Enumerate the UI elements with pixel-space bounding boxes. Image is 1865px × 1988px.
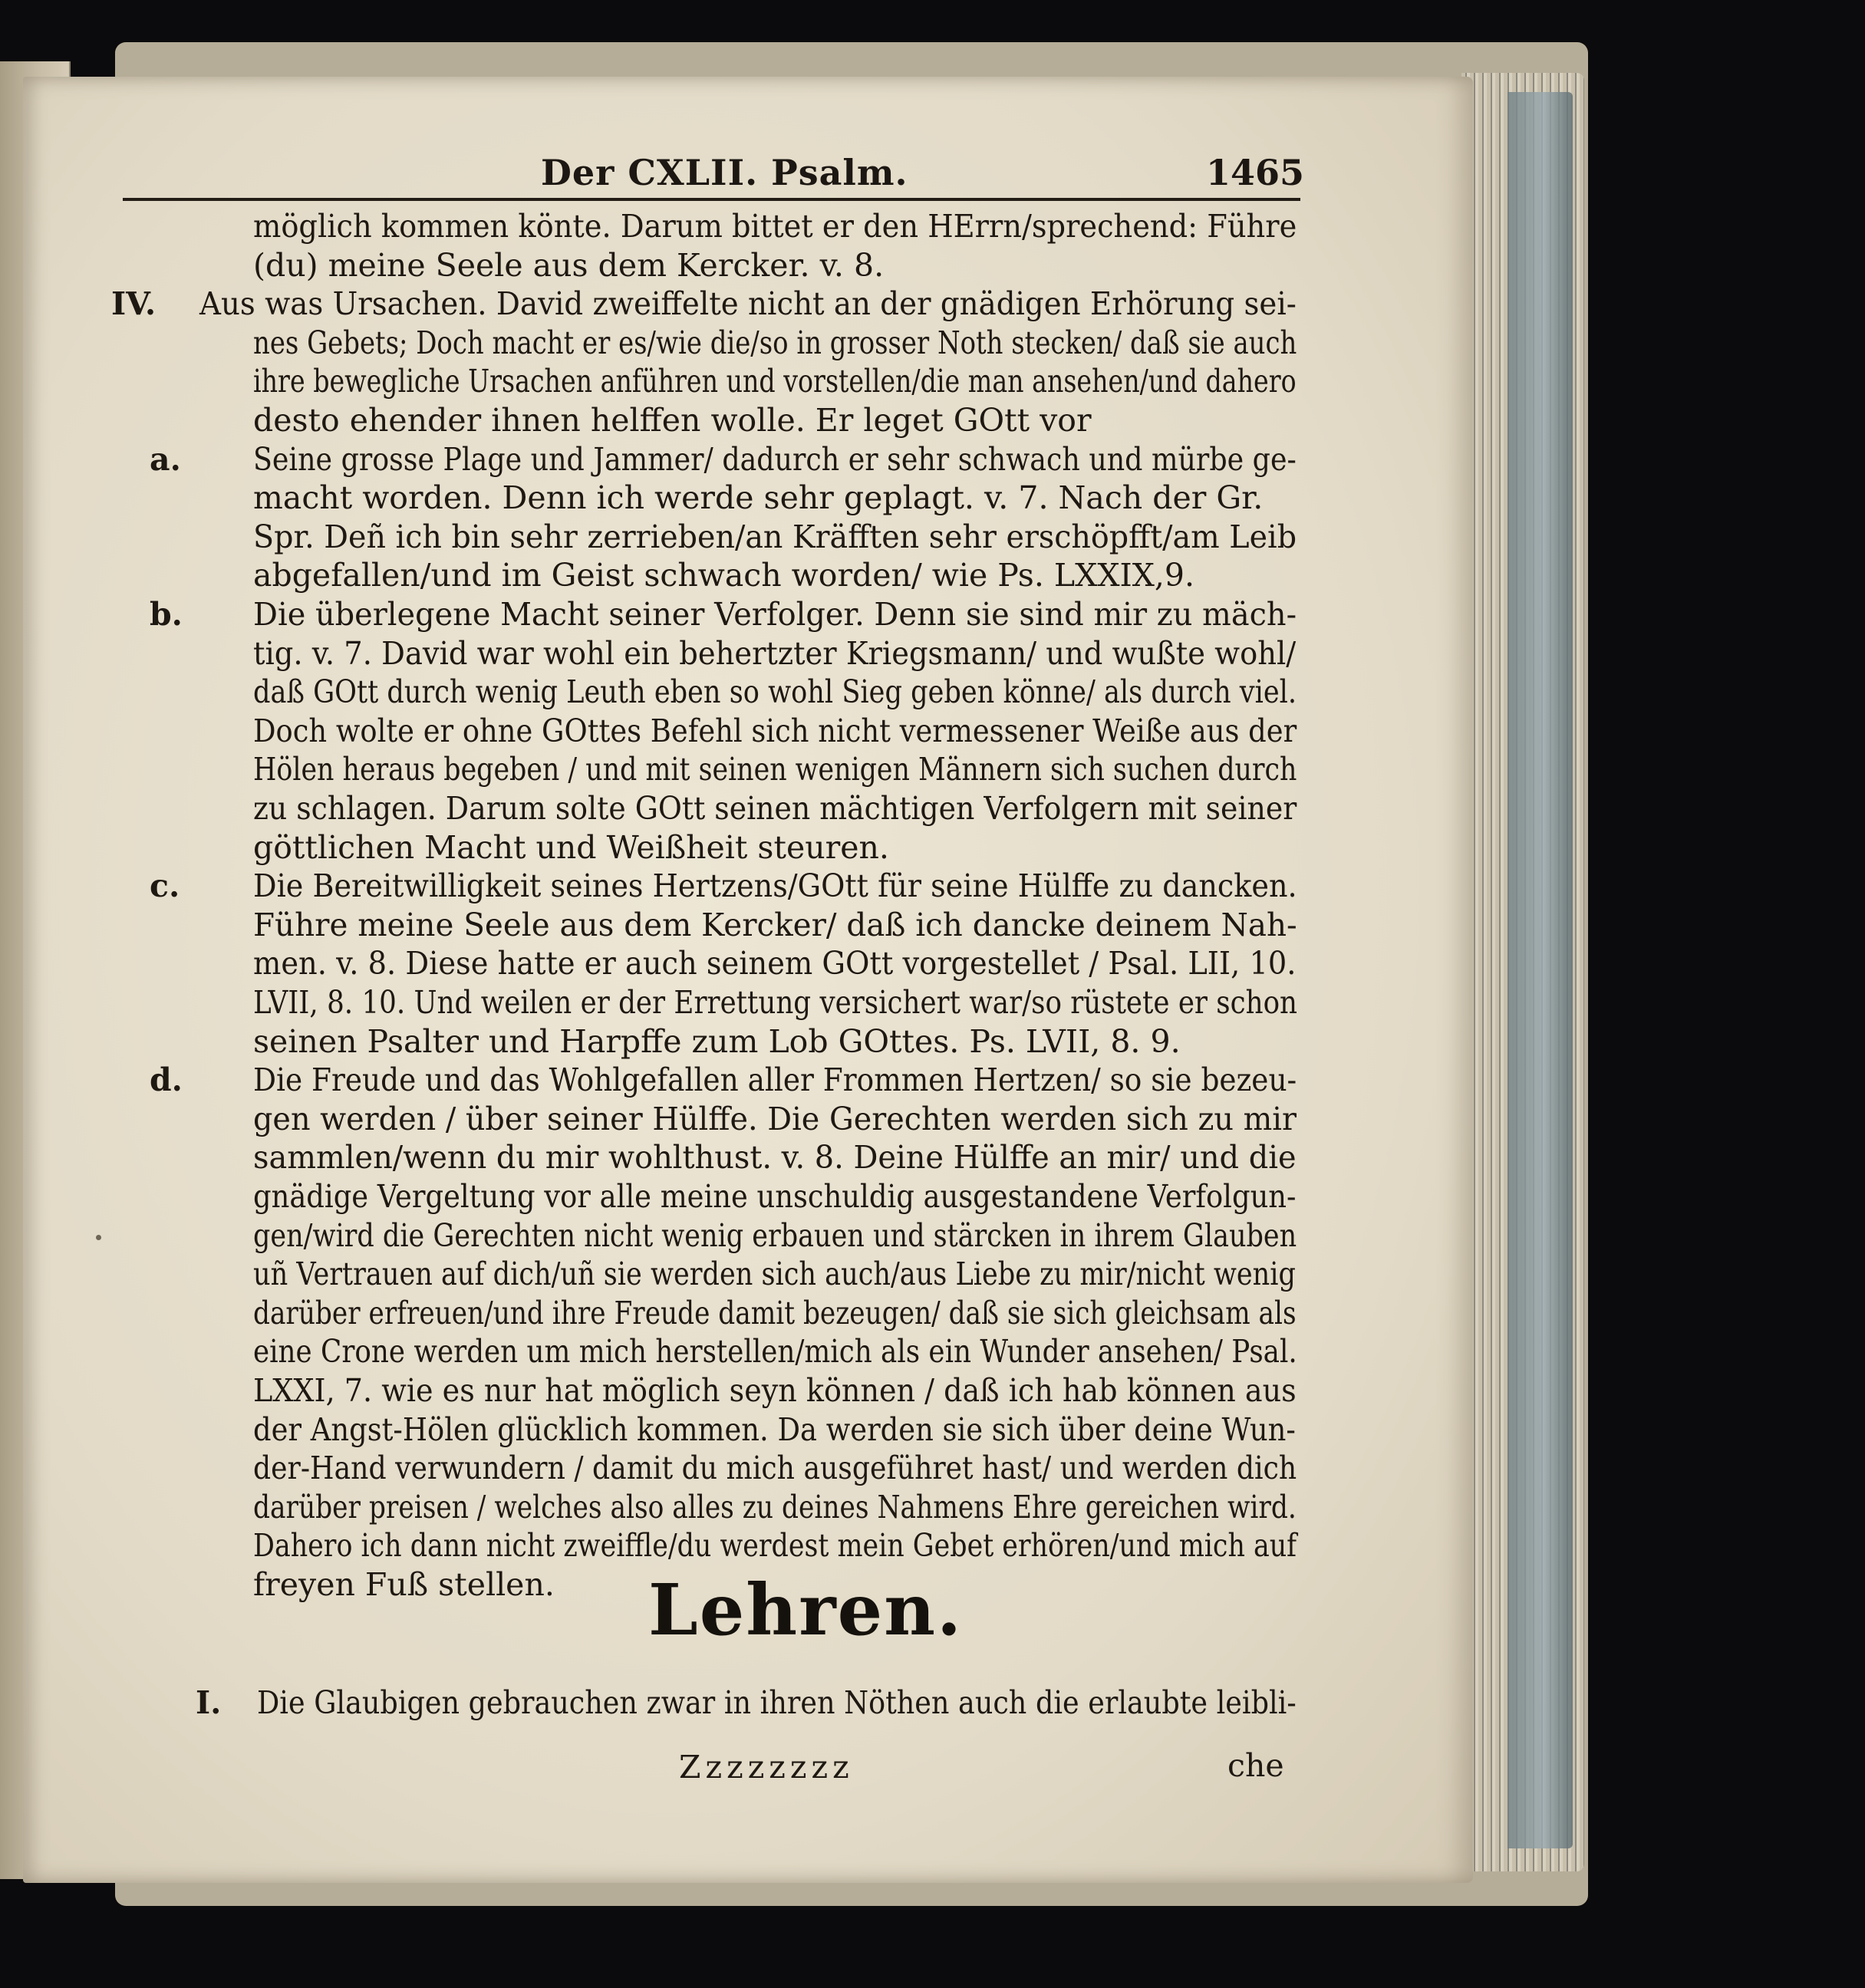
text-line: nes Gebets; Doch macht er es/wie die/so in grosser Noth stecken/ daß sie auch: [253, 324, 1297, 361]
paper-spot: [96, 1235, 101, 1240]
text-line: tig. v. 7. David war wohl ein behertzter Kriegsmann/ und wußte wohl/: [253, 634, 1297, 672]
text-line: der-Hand verwundern / damit du mich ausgeführet hast/ und werden dich: [253, 1450, 1297, 1487]
text-line: Hölen heraus begeben / und mit seinen wenigen Männern sich suchen durch: [253, 751, 1297, 788]
text-line: Führe meine Seele aus dem Kercker/ daß ich dancke deinem Nah-: [253, 906, 1297, 943]
text-line: zu schlagen. Darum solte GOtt seinen mächtigen Verfolgern mit seiner: [253, 790, 1297, 827]
text-line: men. v. 8. Diese hatte er auch seinem GOtt vorgestellet / Psal. LII, 10.: [253, 945, 1297, 982]
header-rule: [123, 198, 1300, 201]
page-number: 1465: [1205, 152, 1304, 193]
text-line: ihre bewegliche Ursachen anführen und vorstellen/die man ansehen/und dahero: [253, 363, 1297, 400]
colored-fore-edge: [1507, 92, 1573, 1848]
text-line: Doch wolte er ohne GOttes Befehl sich nicht vermessener Weiße aus der: [253, 712, 1297, 749]
text-line: Dahero ich dann nicht zweiffle/du werdest mein Gebet erhören/und mich auf: [253, 1527, 1297, 1565]
text-line: LXXI, 7. wie es nur hat möglich seyn können / daß ich hab können aus: [253, 1372, 1297, 1409]
running-title: Der CXLII. Psalm.: [541, 152, 908, 193]
line-marker: a.: [150, 440, 181, 478]
text-line: Aus was Ursachen. David zweiffelte nicht an der gnädigen Erhörung sei-: [199, 285, 1297, 323]
book-page: [23, 77, 1473, 1883]
text-line: gnädige Vergeltung vor alle meine unschuldig ausgestandene Verfolgun-: [253, 1178, 1297, 1215]
final-line: Die Glaubigen gebrauchen zwar in ihren Nöthen auch die erlaubte leibli-: [257, 1684, 1297, 1721]
text-line: darüber preisen / welches also alles zu deines Nahmens Ehre gereichen wird.: [253, 1488, 1297, 1526]
text-line: der Angst-Hölen glücklich kommen. Da werden sie sich über deine Wun-: [253, 1410, 1296, 1448]
text-line: gen werden / über seiner Hülffe. Die Gerechten werden sich zu mir: [253, 1100, 1297, 1137]
text-line: freyen Fuß stellen.: [253, 1566, 555, 1603]
text-line: möglich kommen könte. Darum bittet er den HErrn/sprechend: Führe: [253, 208, 1297, 245]
text-line: eine Crone werden um mich herstellen/mich als ein Wunder ansehen/ Psal.: [253, 1333, 1297, 1371]
text-line: gen/wird die Gerechten nicht wenig erbauen und stärcken in ihrem Glauben: [253, 1216, 1297, 1254]
text-line: (du) meine Seele aus dem Kercker. v. 8.: [253, 246, 885, 284]
text-line: Seine grosse Plage und Jammer/ dadurch er sehr schwach und mürbe ge-: [253, 440, 1297, 478]
text-line: daß GOtt durch wenig Leuth eben so wohl Sieg geben könne/ als durch viel.: [253, 673, 1297, 711]
signature-mark: Zzzzzzzz: [679, 1749, 854, 1786]
text-line: sammlen/wenn du mir wohlthust. v. 8. Deine Hülffe an mir/ und die: [253, 1139, 1297, 1177]
text-line: LVII, 8. 10. Und weilen er der Errettung versichert war/so rüstete er schon: [253, 984, 1298, 1021]
running-head: [115, 146, 1304, 199]
text-line: darüber erfreuen/und ihre Freude damit bezeugen/ daß sie sich gleichsam als: [253, 1294, 1297, 1331]
text-line: Die Freude und das Wohlgefallen aller Frommen Hertzen/ so sie bezeu-: [253, 1061, 1297, 1099]
text-line: Die überlegene Macht seiner Verfolger. Denn sie sind mir zu mäch-: [253, 596, 1297, 633]
text-line: macht worden. Denn ich werde sehr geplagt. v. 7. Nach der Gr.: [253, 479, 1264, 517]
text-line: abgefallen/und im Geist schwach worden/ wie Ps. LXXIX,9.: [253, 557, 1195, 594]
text-line: Die Bereitwilligkeit seines Hertzens/GOtt für seine Hülffe zu dancken.: [253, 867, 1297, 905]
text-line: desto ehender ihnen helffen wolle. Er leget GOtt vor: [253, 402, 1092, 439]
line-marker: b.: [150, 596, 183, 633]
final-line-marker: I.: [196, 1684, 222, 1721]
line-marker: IV.: [111, 285, 157, 323]
section-heading: Lehren.: [648, 1568, 964, 1651]
text-line: göttlichen Macht und Weißheit steuren.: [253, 828, 889, 866]
text-line: Spr. Deñ ich bin sehr zerrieben/an Kräfften sehr erschöpfft/am Leib: [253, 518, 1297, 555]
catchword: che: [1227, 1747, 1284, 1784]
line-marker: c.: [150, 867, 180, 905]
text-line: uñ Vertrauen auf dich/uñ sie werden sich auch/aus Liebe zu mir/nicht wenig: [253, 1256, 1296, 1293]
line-marker: d.: [150, 1061, 183, 1099]
text-line: seinen Psalter und Harpffe zum Lob GOttes. Ps. LVII, 8. 9.: [253, 1022, 1181, 1060]
